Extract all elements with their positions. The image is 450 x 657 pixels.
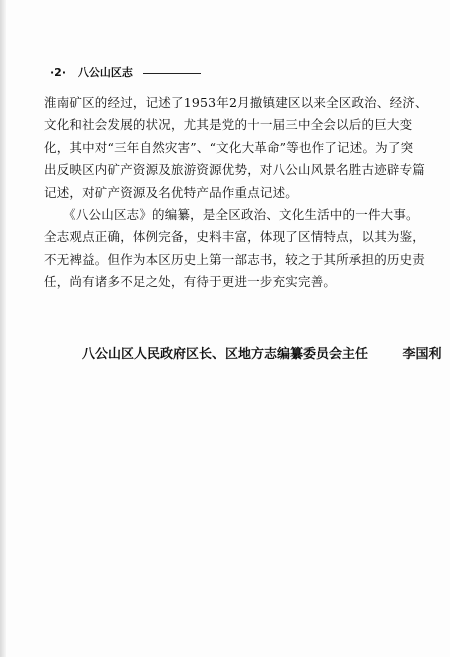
text-line: 化，其中对“三年自然灾害”、“文化大革命”等也作了记述。为了突 [44,139,414,155]
text-line: 全志观点正确，体例完备，史料丰富，体现了区情特点，以其为鉴， [44,229,426,245]
book-title: 八公山区志 [77,66,133,79]
text-line: 淮南矿区的经过，记述了1953年2月撤镇建区以来全区政治、经济、 [44,95,428,110]
header-rule [143,73,201,74]
running-header [50,64,210,80]
signatory-name: 李国利 [402,347,442,362]
scan-edge [0,0,6,657]
page-number: ·2· [50,66,67,79]
text-line: 文化和社会发展的状况，尤其是党的十一届三中全会以后的巨大变 [44,117,413,133]
signatory-title: 八公山区人民政府区长、区地方志编纂委员会主任 [82,347,369,362]
text-line: 任，尚有诸多不足之处，有待于更进一步充实完善。 [44,274,337,290]
text-line: 不无裨益。但作为本区历史上第一部志书，较之于其所承担的历史责 [44,251,426,267]
text-line: 出反映区内矿产资源及旅游资源优势，对八公山风景名胜古迹辟专篇 [44,162,426,178]
text-line: 《八公山区志》的编纂，是全区政治、文化生活中的一件大事。 [44,206,419,222]
signature-block [82,343,442,362]
text-line: 记述，对矿产资源及名优特产品作重点记述。 [44,184,299,200]
body-text [44,92,428,294]
